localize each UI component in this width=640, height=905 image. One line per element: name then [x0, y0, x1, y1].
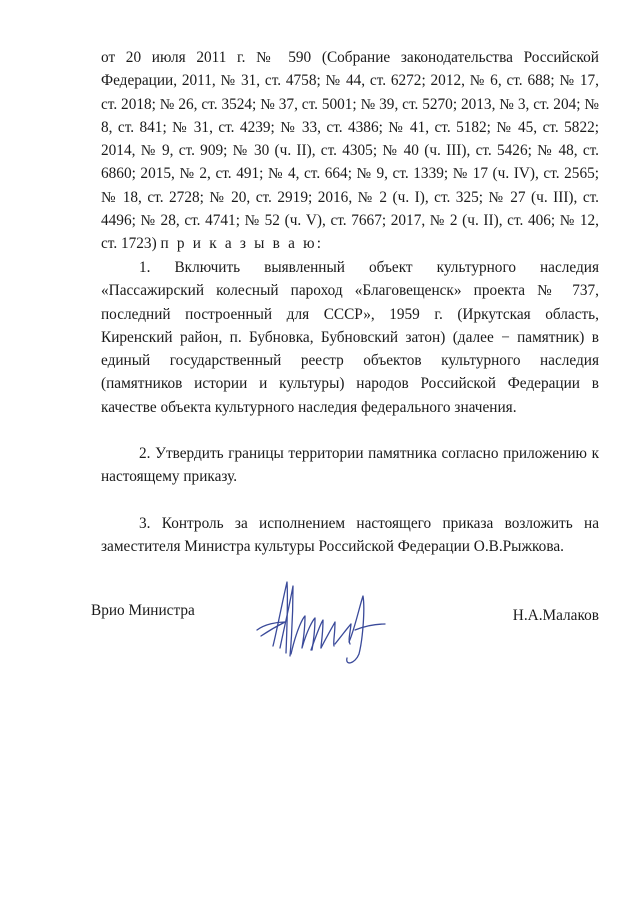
- handwritten-signature: [255, 578, 395, 668]
- intro-paragraph: [101, 46, 599, 256]
- item-number: 3.: [139, 515, 151, 532]
- item-number: 2.: [139, 445, 151, 462]
- item-text: Контроль за исполнением настоящего приказа возложить на заместителя Министра культуры Российской Федерации О.В.Рыжкова.: [101, 515, 599, 556]
- intro-text: от 20 июля 2011 г. № 590 (Собрание законодательства Российской Федерации, 2011, № 31, ст. 4758; № 44, ст. 6272; 2012, № 6, ст. 688; № 17, ст. 2018; № 26, ст. 3524; № 37, ст. 5001; № 39, ст. 5270; 2013, № 3, ст. 204; № 8, ст. 841; № 31, ст. 4239; № 33, ст. 4386; № 41, ст. 5182; № 45, ст. 5822; 2014, № 9, ст. 909; № 30 (ч. II), ст. 4305; № 40 (ч. III), ст. 5426; № 48, ст. 6860; 2015, № 2, ст. 491; № 4, ст. 664; № 9, ст. 1339; № 17 (ч. IV), ст. 2565; № 18, ст. 2728; № 20, ст. 2919; 2016, № 2 (ч. I), ст. 325; № 27 (ч. III), ст. 4496; № 28, ст. 4741; № 52 (ч. V), ст. 7667; 2017, № 2 (ч. II), ст. 406; № 12, ст. 1723): [101, 49, 599, 253]
- order-word: п р и к а з ы в а ю:: [160, 235, 324, 253]
- signatory-name: Н.А.Малаков: [512, 607, 599, 624]
- item-text: Включить выявленный объект культурного наследия «Пассажирский колесный пароход «Благовещенск» проекта № 737, последний построенный для СССР», 1959 г. (Иркутская область, Киренский район, п. Бубновка, Бубновский затон) (далее − памятник) в единый государственный реестр объектов культурного наследия (памятников истории и культуры) народов Российской Федерации в качестве объекта культурного наследия федерального значения.: [101, 259, 599, 416]
- item-number: 1.: [139, 259, 151, 276]
- item-text: Утвердить границы территории памятника согласно приложению к настоящему приказу.: [101, 445, 600, 486]
- order-item-2: [101, 442, 599, 489]
- order-item-3: [101, 512, 599, 559]
- signatory-title: Врио Министра: [91, 602, 195, 619]
- order-item-1: [101, 256, 599, 419]
